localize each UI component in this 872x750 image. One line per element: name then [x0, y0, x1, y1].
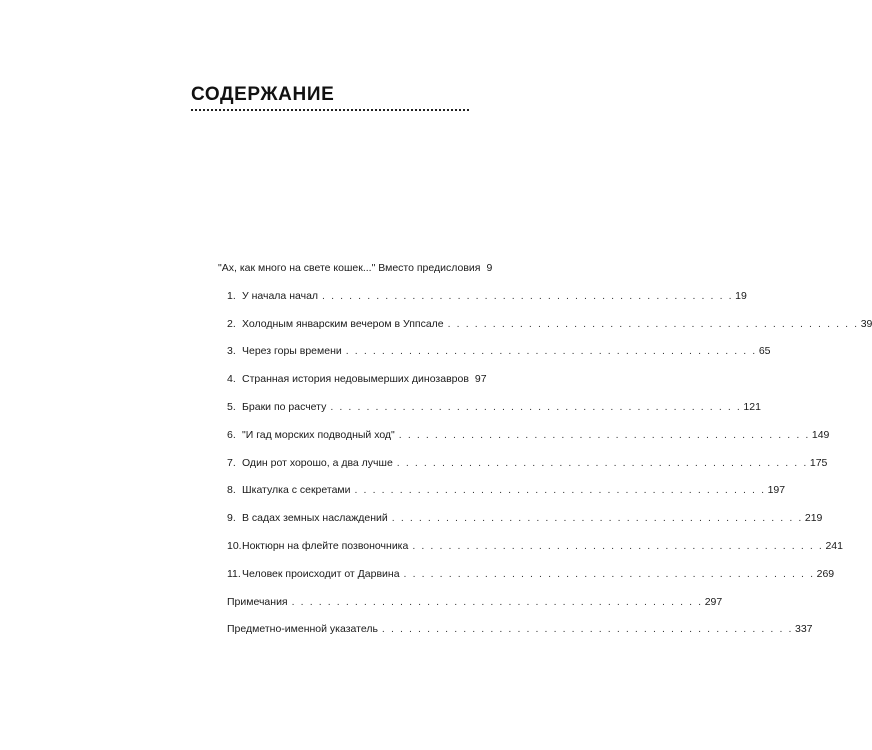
toc-entry[interactable]	[218, 317, 872, 346]
toc-entry[interactable]	[218, 567, 835, 596]
toc-entry-title: Примечания	[227, 595, 288, 608]
toc-leader-dots: . . . . . . . . . . . . . . . . . . . . . . . . . . . . . . . . . . . . . . . . . . . . . .	[291, 595, 703, 608]
toc-entry-number: 6.	[227, 428, 236, 441]
toc-entry[interactable]	[218, 262, 493, 290]
toc-entry-page: 65	[758, 345, 771, 358]
toc-entry-number: 2.	[227, 317, 236, 330]
page-title: СОДЕРЖАНИЕ	[191, 84, 335, 105]
toc-leader-dots: . . . . . . . . . . . . . . . . . . . . . . . . . . . . . . . . . . . . . . . . . . . . . .	[412, 539, 824, 552]
toc-leader-dots: . . . . . . . . . . . . . . . . . . . . . . . . . . . . . . . . . . . . . . . . . . . . . .	[330, 400, 742, 413]
toc-entry-title: В садах земных наслаждений	[242, 512, 388, 525]
toc-leader-dots: . . . . . . . . . . . . . . . . . . . . . . . . . . . . . . . . . . . . . . . . . . . . . .	[345, 345, 757, 358]
toc-leader-dots: . . . . . . . . . . . . . . . . . . . . . . . . . . . . . . . . . . . . . . . . . . . . . .	[322, 289, 734, 302]
toc-entry-title: Шкатулка с секретами	[242, 484, 351, 497]
toc-entry-page: 197	[767, 484, 786, 497]
toc-entry-title: Через горы времени	[242, 345, 342, 358]
toc-entry-number: 3.	[227, 345, 236, 358]
toc-entry-title: У начала начал	[242, 289, 319, 302]
toc-entry-number: 10.	[227, 539, 242, 552]
title-dotted-rule	[191, 109, 469, 111]
toc-entry-title: Холодным январским вечером в Уппсале	[242, 317, 444, 330]
toc-entry[interactable]	[218, 373, 487, 401]
toc-entry-page: 241	[825, 539, 843, 552]
toc-entry-number: 8.	[227, 484, 236, 497]
toc-entry[interactable]	[218, 484, 786, 512]
toc-entry-number: 7.	[227, 456, 236, 469]
toc-entry-number: 11.	[227, 567, 241, 580]
toc-leader-dots: . . . . . . . . . . . . . . . . . . . . . . . . . . . . . . . . . . . . . . . . . . . . . .	[447, 317, 859, 330]
toc-entry-title: Браки по расчету	[242, 400, 327, 413]
toc-entry-page: 297	[704, 595, 723, 608]
toc-entry-number: 4.	[227, 373, 236, 386]
toc-entry[interactable]	[218, 595, 723, 624]
toc-entry-page: 219	[804, 512, 823, 525]
toc-entry-page: 337	[795, 623, 813, 636]
toc-entry[interactable]	[218, 539, 843, 568]
toc-entry-page: 269	[816, 567, 835, 580]
toc-entry[interactable]	[218, 456, 828, 485]
toc-leader-dots: . . . . . . . . . . . . . . . . . . . . . . . . . . . . . . . . . . . . . . . . . . . . . .	[396, 456, 808, 469]
toc-entry[interactable]	[218, 289, 747, 318]
toc-entry-title: Странная история недовымерших динозавров	[242, 373, 469, 386]
toc-entry-title: Человек происходит от Дарвина	[242, 567, 400, 580]
toc-entry-number: 1.	[227, 289, 236, 302]
toc-entry-title: Ноктюрн на флейте позвоночника	[242, 539, 409, 552]
toc-entry-page: 39	[860, 317, 872, 330]
toc-entry-title: Один рот хорошо, а два лучше	[242, 456, 393, 469]
toc-entry[interactable]	[218, 345, 771, 373]
toc-entry[interactable]	[218, 428, 830, 457]
table-of-contents	[218, 262, 872, 651]
toc-leader-dots: . . . . . . . . . . . . . . . . . . . . . . . . . . . . . . . . . . . . . . . . . . . . . .	[391, 512, 803, 525]
toc-entry[interactable]	[218, 512, 823, 540]
toc-entry-title: "И гад морских подводный ход"	[242, 428, 395, 441]
toc-leader-dots: . . . . . . . . . . . . . . . . . . . . . . . . . . . . . . . . . . . . . . . . . . . . . .	[381, 623, 793, 636]
toc-leader-dots: . . . . . . . . . . . . . . . . . . . . . . . . . . . . . . . . . . . . . . . . . . . . . .	[354, 484, 766, 497]
toc-entry-page: 121	[743, 400, 761, 413]
toc-entry-title: "Ах, как много на свете кошек..." Вместо предисловия	[218, 262, 481, 274]
toc-entry-number: 5.	[227, 400, 236, 413]
toc-entry-page: 9	[486, 262, 493, 274]
toc-leader-dots: . . . . . . . . . . . . . . . . . . . . . . . . . . . . . . . . . . . . . . . . . . . . . .	[398, 428, 810, 441]
toc-entry[interactable]	[218, 400, 761, 429]
toc-entry-page: 19	[735, 289, 747, 302]
toc-leader-dots: . . . . . . . . . . . . . . . . . . . . . . . . . . . . . . . . . . . . . . . . . . . . . .	[403, 567, 815, 580]
toc-entry-page: 175	[809, 456, 828, 469]
toc-entry-page: 97	[474, 373, 487, 386]
toc-entry[interactable]	[218, 623, 813, 651]
toc-entry-number: 9.	[227, 512, 236, 525]
toc-entry-title: Предметно-именной указатель	[227, 623, 378, 636]
toc-entry-page: 149	[811, 428, 830, 441]
